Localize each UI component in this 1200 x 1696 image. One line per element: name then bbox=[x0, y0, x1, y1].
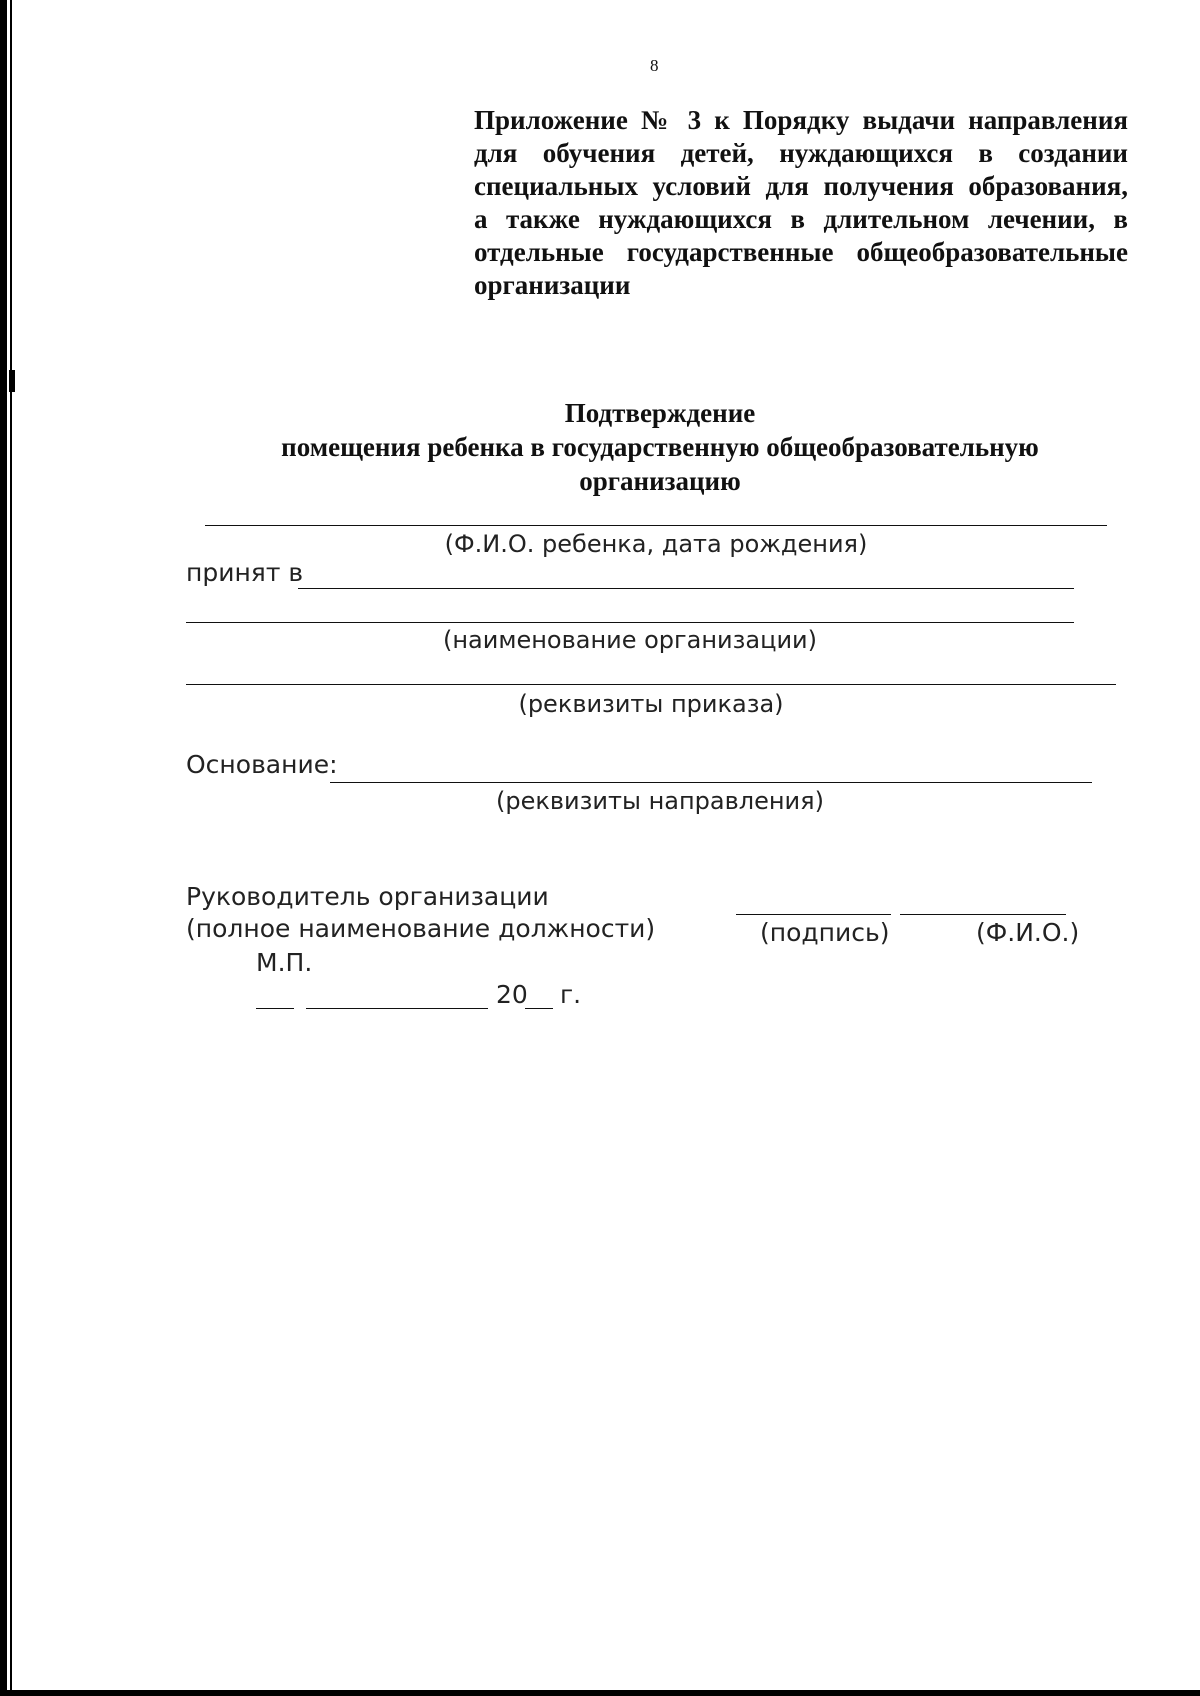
position-caption: (полное наименование должности) bbox=[186, 914, 656, 943]
appendix-line: отдельные государственные общеобразовательные bbox=[474, 237, 1128, 267]
signature-field-line[interactable] bbox=[736, 914, 891, 915]
child-name-caption: (Ф.И.О. ребенка, дата рождения) bbox=[444, 530, 868, 558]
left-border-mark bbox=[9, 370, 15, 392]
name-field-line[interactable] bbox=[900, 914, 1066, 915]
left-border bbox=[0, 0, 7, 1692]
bottom-border bbox=[0, 1690, 1200, 1696]
appendix-line: Приложение № 3 к Порядку выдачи направления bbox=[474, 105, 1128, 135]
title-line-2: помещения ребенка в государственную общеобразовательную bbox=[281, 432, 1039, 462]
child-name-field-line[interactable] bbox=[205, 525, 1107, 526]
title-line-1: Подтверждение bbox=[564, 398, 756, 428]
date-year-line[interactable] bbox=[525, 1008, 553, 1009]
order-caption: (реквизиты приказа) bbox=[518, 690, 784, 718]
document-title bbox=[230, 396, 1090, 498]
appendix-line: организации bbox=[474, 270, 631, 300]
basis-label: Основание: bbox=[186, 750, 338, 779]
appendix-line: специальных условий для получения образования, bbox=[474, 171, 1128, 201]
appendix-line: а также нуждающихся в длительном лечении, в bbox=[474, 204, 1128, 234]
organization-field-line-2[interactable] bbox=[186, 622, 1074, 623]
date-day-line[interactable] bbox=[256, 1008, 294, 1009]
signature-caption: (подпись) bbox=[760, 918, 890, 947]
date-year-suffix: г. bbox=[560, 980, 582, 1009]
order-field-line[interactable] bbox=[186, 684, 1116, 685]
referral-caption: (реквизиты направления) bbox=[496, 787, 824, 815]
date-year-prefix: 20 bbox=[496, 980, 528, 1009]
appendix-header bbox=[474, 104, 1128, 302]
organization-caption: (наименование организации) bbox=[442, 626, 818, 654]
page-number: 8 bbox=[650, 56, 659, 75]
appendix-line: для обучения детей, нуждающихся в создании bbox=[474, 138, 1128, 168]
left-border-inner bbox=[10, 0, 12, 1692]
organization-field-line-1[interactable] bbox=[298, 588, 1074, 589]
date-month-line[interactable] bbox=[306, 1008, 488, 1009]
accepted-label: принят в bbox=[186, 558, 304, 587]
stamp-label: М.П. bbox=[256, 948, 313, 977]
name-caption: (Ф.И.О.) bbox=[976, 918, 1080, 947]
head-label: Руководитель организации bbox=[186, 882, 549, 911]
basis-field-line[interactable] bbox=[330, 782, 1092, 783]
title-line-3: организацию bbox=[579, 466, 741, 496]
